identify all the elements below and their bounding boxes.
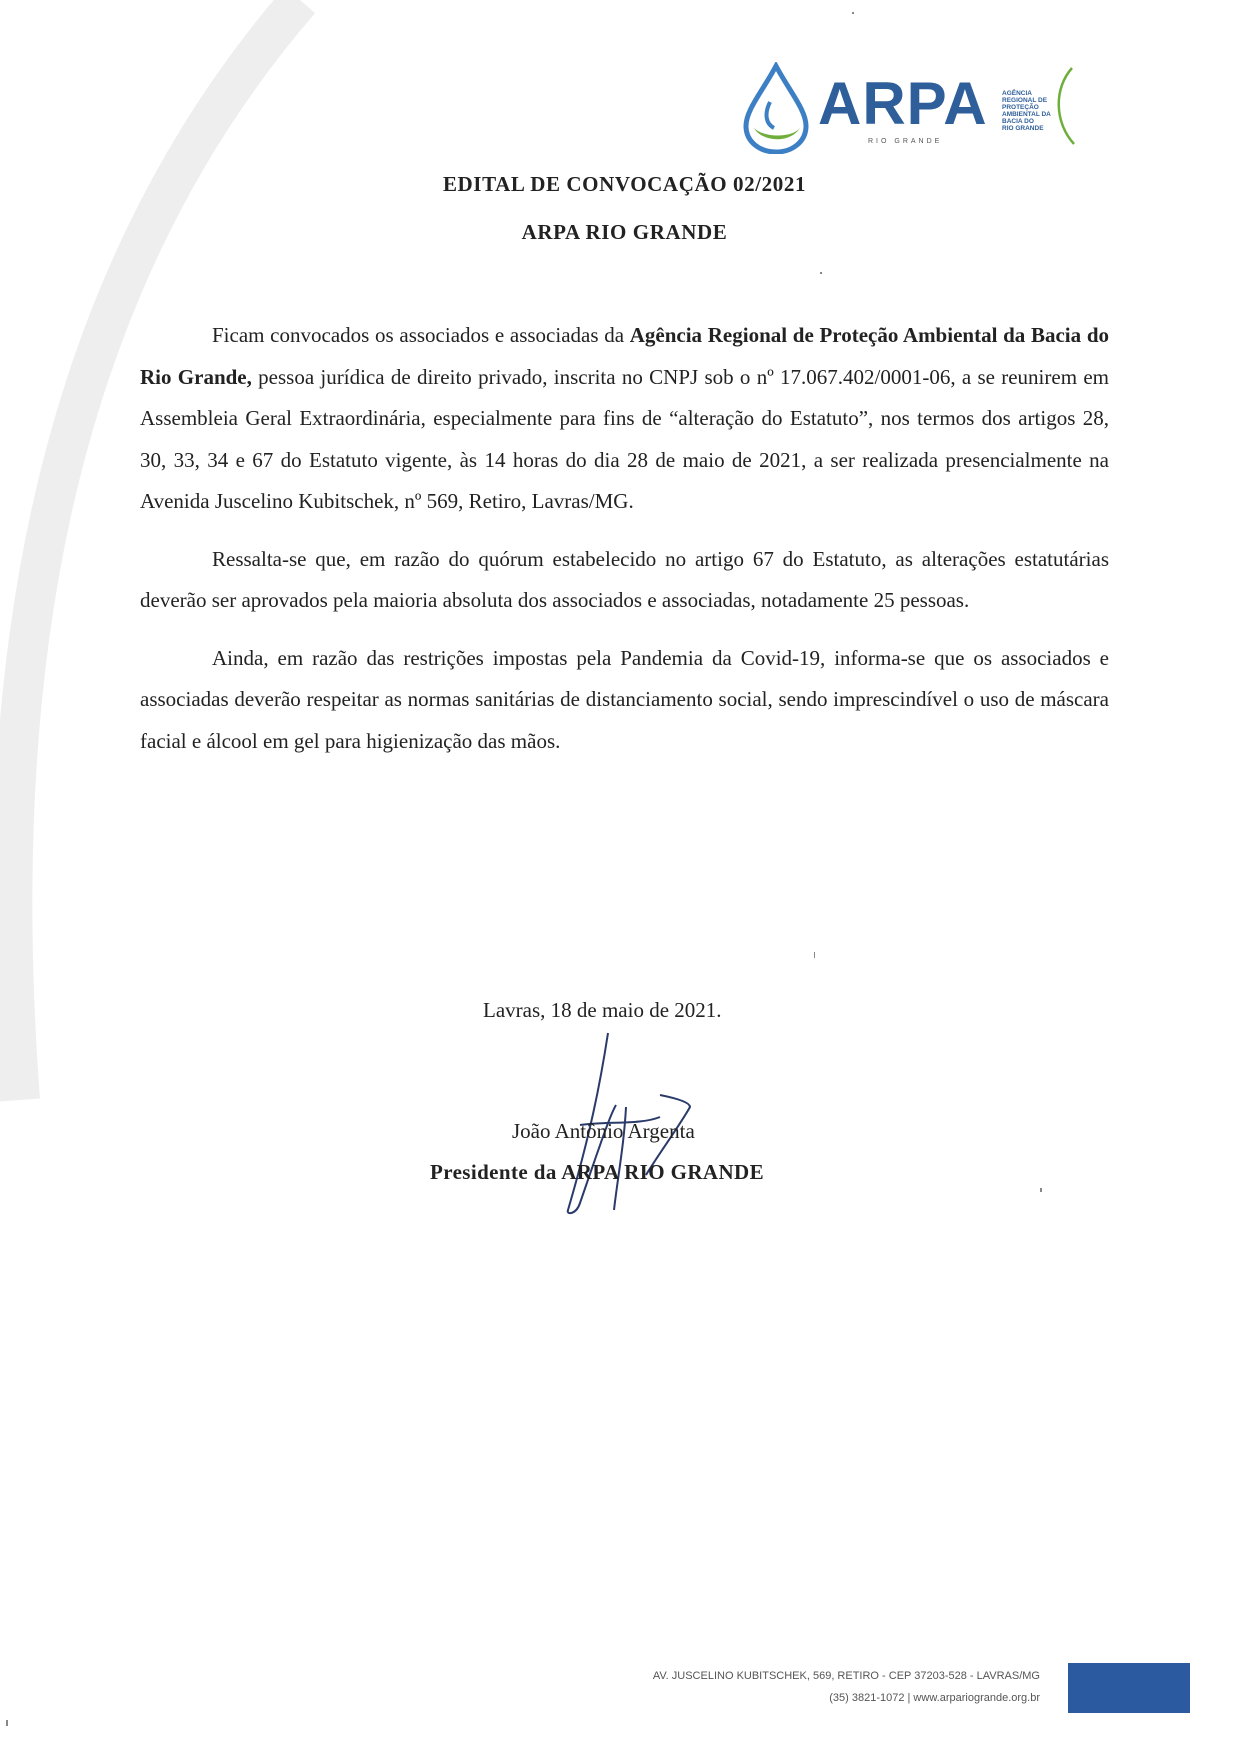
- logo-small-line: BACIA DO: [1002, 118, 1034, 125]
- footer-address: AV. JUSCELINO KUBITSCHEK, 569, RETIRO - CEP 37203-528 - LAVRAS/MG: [652, 1670, 1040, 1682]
- logo-small-line: AMBIENTAL DA: [1002, 111, 1051, 118]
- scan-speck: [1040, 1188, 1042, 1192]
- paragraph-1: [140, 315, 1109, 523]
- paragraph-1-lead: Ficam convocados os associados e associadas da: [212, 323, 630, 347]
- footer-color-bar: [1068, 1663, 1190, 1713]
- logo-wordmark: ARPA: [818, 70, 988, 137]
- scan-speck: [814, 952, 815, 958]
- paragraph-1-rest: pessoa jurídica de direito privado, inscrita no CNPJ sob o nº 17.067.402/0001-06, a se reunirem em Assembleia Geral Extraordinária, especialmente para fins de “alteração do Estatuto”, nos termos dos artigos 28, 30, 33, 34 e 67 do Estatuto vigente, às 14 horas do dia 28 de maio de 2021, a ser realizada presencialmente na Avenida Juscelino Kubitschek, nº 569, Retiro, Lavras/MG.: [140, 364, 1109, 513]
- logo-small-line: AGÊNCIA: [1002, 90, 1032, 97]
- logo-subtitle: RIO GRANDE: [868, 138, 943, 145]
- paragraph-3: Ainda, em razão das restrições impostas pela Pandemia da Covid-19, informa-se que os associados e associadas deverão respeitar as normas sanitárias de distanciamento social, sendo imprescindível o uso de máscara facial e álcool em gel para higienização das mãos.: [140, 645, 1109, 753]
- place-date: Lavras, 18 de maio de 2021.: [483, 998, 722, 1022]
- logo-small-line: REGIONAL DE: [1002, 97, 1048, 104]
- logo-arc-icon: [1050, 64, 1078, 148]
- logo-small-line: PROTEÇÃO: [1002, 104, 1039, 111]
- footer: [560, 1665, 1040, 1709]
- organization-name: Agência Regional de Proteção Ambiental da Bacia do Rio Grande,: [140, 323, 1109, 389]
- page-title: EDITAL DE CONVOCAÇÃO 02/2021: [442, 172, 807, 196]
- logo-small-text: [1002, 90, 1054, 132]
- logo-small-line: RIO GRANDE: [1002, 125, 1044, 132]
- document-body: [140, 315, 1109, 778]
- signer-name: João Antônio Argenta: [512, 1119, 695, 1143]
- header: [0, 172, 1241, 245]
- arpa-logo: [740, 62, 1080, 154]
- scan-speck: [6, 1720, 8, 1726]
- signer-role: Presidente da ARPA RIO GRANDE: [430, 1160, 764, 1184]
- water-drop-icon: [740, 62, 812, 154]
- footer-contact: (35) 3821-1072 | www.arpariogrande.org.br: [829, 1692, 1040, 1704]
- paragraph-2: Ressalta-se que, em razão do quórum estabelecido no artigo 67 do Estatuto, as alterações estatutárias deverão ser aprovados pela maioria absoluta dos associados e associadas, notadamente 25 pessoas.: [140, 546, 1109, 612]
- scan-speck: [820, 272, 822, 274]
- page-subtitle: ARPA RIO GRANDE: [521, 220, 728, 244]
- scan-speck: [852, 12, 854, 14]
